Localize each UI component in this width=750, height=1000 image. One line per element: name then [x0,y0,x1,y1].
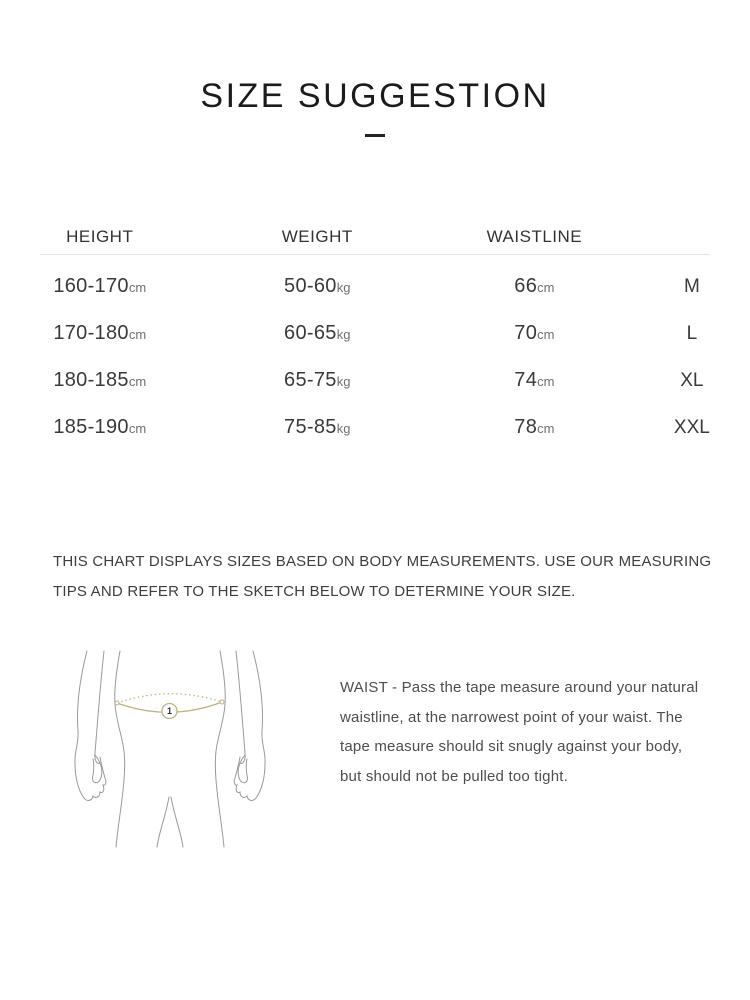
weight-unit: kg [336,374,351,389]
header-height: HEIGHT [66,227,134,246]
height-value: 160-170 [53,275,129,297]
table-row [0,263,750,310]
cell-height [0,322,200,345]
size-table-header-row [0,222,750,252]
cell-weight [200,275,436,298]
weight-value: 50-60 [284,275,337,297]
waistline-unit: cm [537,421,555,436]
weight-unit: kg [336,280,351,295]
waist-marker-number: 1 [166,706,173,717]
height-value: 180-185 [53,369,129,391]
waist-tape-back [117,694,222,703]
height-unit: cm [128,327,147,342]
height-unit: cm [128,280,147,295]
header-weight: WEIGHT [281,227,353,246]
weight-value: 65-75 [284,369,337,391]
cell-waistline [435,322,634,345]
cell-waistline [435,369,634,392]
cell-size: L [686,322,698,344]
cell-weight [200,369,436,392]
measuring-note: THIS CHART DISPLAYS SIZES BASED ON BODY MEASUREMENTS. USE OUR MEASURING TIPS AND REFER TO THE SKETCH BELOW TO DETERMINE YOUR SIZE. [53,553,712,600]
height-unit: cm [128,374,147,389]
waistline-marker-group [115,694,224,719]
page-title: SIZE SUGGESTION [200,77,550,115]
body-outline [75,651,265,847]
weight-unit: kg [336,421,351,436]
table-row [0,310,750,357]
height-value: 170-180 [53,322,129,344]
cell-size: XXL [673,416,710,438]
waistline-value: 78 [514,416,538,438]
cell-weight [200,322,436,345]
table-row [0,357,750,404]
waistline-value: 66 [514,275,538,297]
tape-end-left [115,701,119,705]
body-sketch-figure [57,643,337,863]
header-waistline: WAISTLINE [486,227,583,246]
waist-description: WAIST - Pass the tape measure around your natural waistline, at the narrowest point of your waist. The tape measure should sit snugly against your body, but should not be pulled too tight. [340,679,699,785]
weight-unit: kg [336,327,351,342]
cell-waistline [435,416,634,439]
height-value: 185-190 [53,416,129,438]
waistline-value: 70 [514,322,538,344]
cell-height [0,416,200,439]
tape-end-right [220,700,224,704]
weight-value: 75-85 [284,416,337,438]
waist-guide-section [0,643,750,883]
cell-height [0,275,200,298]
waistline-unit: cm [537,280,555,295]
cell-weight [200,416,436,439]
size-table-body [0,255,750,451]
size-table [0,222,750,451]
cell-size: M [683,275,700,297]
cell-height [0,369,200,392]
cell-waistline [435,275,634,298]
waistline-value: 74 [514,369,538,391]
waistline-unit: cm [537,327,555,342]
table-row [0,404,750,451]
cell-size: XL [680,369,704,391]
waistline-unit: cm [537,374,555,389]
weight-value: 60-65 [284,322,337,344]
title-underline-dash [365,134,385,137]
height-unit: cm [128,421,147,436]
